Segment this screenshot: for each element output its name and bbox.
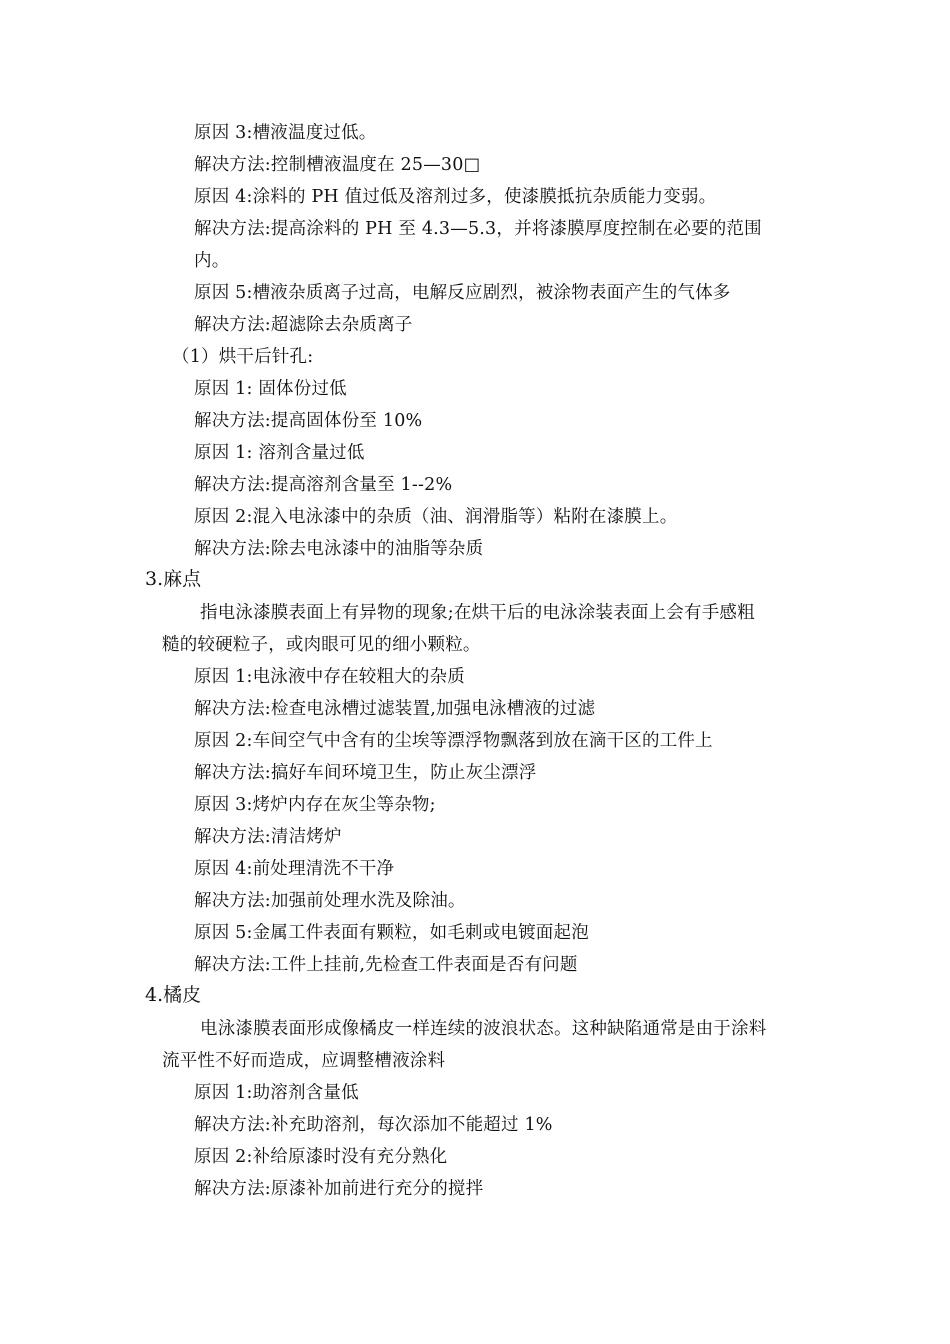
s4-solution-1-line: 解决方法:补充助溶剂，每次添加不能超过 1% xyxy=(194,1115,553,1135)
s3-solution-3-line: 解决方法:清洁烤炉 xyxy=(194,827,342,847)
section-4-desc-line-1: 电泳漆膜表面形成像橘皮一样连续的波浪状态。这种缺陷通常是由于涂料 xyxy=(200,1019,767,1039)
s3-cause-1-line: 原因 1:电泳液中存在较粗大的杂质 xyxy=(194,667,465,687)
sub-cause-1-line: 原因 1: 固体份过低 xyxy=(194,379,347,399)
s4-cause-2-line: 原因 2:补给原漆时没有充分熟化 xyxy=(194,1147,448,1167)
solution-3-line: 解决方法:控制槽液温度在 25—30□ xyxy=(194,155,481,175)
s3-solution-4-line: 解决方法:加强前处理水洗及除油。 xyxy=(194,891,466,911)
sub-cause-1b-line: 原因 1: 溶剂含量过低 xyxy=(194,443,365,463)
sub-solution-2-line: 解决方法:除去电泳漆中的油脂等杂质 xyxy=(194,539,484,559)
s3-cause-5-line: 原因 5:金属工件表面有颗粒，如毛刺或电镀面起泡 xyxy=(194,923,589,943)
s3-cause-3-line: 原因 3:烤炉内存在灰尘等杂物; xyxy=(194,795,436,815)
s4-solution-2-line: 解决方法:原漆补加前进行充分的搅拌 xyxy=(194,1179,484,1199)
s3-solution-5-line: 解决方法:工件上挂前,先检查工件表面是否有问题 xyxy=(194,955,578,975)
cause-5-line: 原因 5:槽液杂质离子过高，电解反应剧烈，被涂物表面产生的气体多 xyxy=(194,283,731,303)
s3-solution-1-line: 解决方法:检查电泳槽过滤装置,加强电泳槽液的过滤 xyxy=(194,699,596,719)
solution-4-line-cont: 内。 xyxy=(194,251,230,271)
s3-cause-2-line: 原因 2:车间空气中含有的尘埃等漂浮物飘落到放在滴干区的工件上 xyxy=(194,731,713,751)
section-3-heading: 3.麻点 xyxy=(145,568,202,590)
section-3-desc-line-2: 糙的较硬粒子，或肉眼可见的细小颗粒。 xyxy=(162,635,481,655)
solution-4-line: 解决方法:提高涂料的 PH 至 4.3—5.3，并将漆膜厚度控制在必要的范围 xyxy=(194,219,762,239)
sub-solution-1-line: 解决方法:提高固体份至 10% xyxy=(194,411,423,431)
cause-4-line: 原因 4:涂料的 PH 值过低及溶剂过多，使漆膜抵抗杂质能力变弱。 xyxy=(194,187,717,207)
s3-solution-2-line: 解决方法:搞好车间环境卫生，防止灰尘漂浮 xyxy=(194,763,537,783)
cause-3-line: 原因 3:槽液温度过低。 xyxy=(194,123,377,143)
section-4-heading: 4.橘皮 xyxy=(145,984,202,1006)
section-4-desc-line-2: 流平性不好而造成，应调整槽液涂料 xyxy=(162,1051,446,1071)
section-3-desc-line-1: 指电泳漆膜表面上有异物的现象;在烘干后的电泳涂装表面上会有手感粗 xyxy=(200,603,755,623)
sub-solution-1b-line: 解决方法:提高溶剂含量至 1--2% xyxy=(194,475,453,495)
subsection-title: （1）烘干后针孔: xyxy=(172,347,314,367)
sub-cause-2-line: 原因 2:混入电泳漆中的杂质（油、润滑脂等）粘附在漆膜上。 xyxy=(194,507,678,527)
solution-5-line: 解决方法:超滤除去杂质离子 xyxy=(194,315,413,335)
s4-cause-1-line: 原因 1:助溶剂含量低 xyxy=(194,1083,359,1103)
s3-cause-4-line: 原因 4:前处理清洗不干净 xyxy=(194,859,395,879)
